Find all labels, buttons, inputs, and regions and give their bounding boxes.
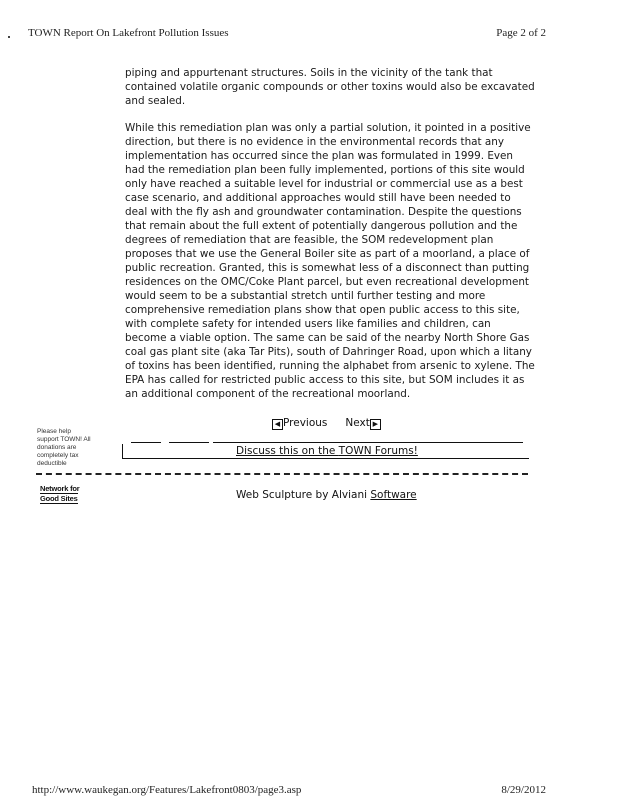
- article-paragraph-2: [125, 121, 535, 401]
- paragraph-text: While this remediation plan was only a partial solution, it pointed in a positive direction, but there is no evidence in the environmental records that any implementation has occurred since the plan was formulated in 1999. Even had the remediation plan been fully implemented, portions of this site would only have reached a suitable level for industrial or commercial use as a best case scenario, and additional approaches would still have been needed to deal with the fly ash and groundwater contamination. Despite the questions that remain about the full extent of potentially dangerous pollution and the degrees of remediation that are feasible, the SOM redevelopment plan proposes that we use the General Boiler site as part of a moorland, a place of public recreation. Granted, this is somewhat less of a disconnect than putting residences on the OMC/Coke Plant parcel, but even recreational development would seem to be a substantial stretch until further testing and more comprehensive remediation plans show that open public access to this site, with complete safety for intended users like families and children, can become a viable option. The same can be said of the nearby North Shore Gas coal gas plant site (aka Tar Pits), south of Dahringer Road, upon which a litany of toxins has been identified, running the alphabet from arsenic to xylene. The EPA has called for restricted public access to this site, but SOM includes it as an additional component of the recreational moorland.: [125, 122, 535, 400]
- logo-line-1: Network for: [40, 484, 80, 493]
- previous-label: Previous: [283, 417, 328, 429]
- site-credit: [236, 489, 417, 501]
- forum-prefix: Discuss this on the: [236, 445, 339, 457]
- document-title: TOWN Report On Lakefront Pollution Issues: [28, 27, 229, 39]
- arrow-left-icon: ◀: [272, 419, 283, 430]
- credit-prefix: Web Sculpture by Alviani: [236, 489, 371, 501]
- print-date: 8/29/2012: [501, 784, 546, 796]
- pager: [272, 417, 381, 430]
- print-header: [28, 27, 546, 39]
- previous-link[interactable]: [272, 417, 327, 430]
- rule-segment: [169, 442, 209, 443]
- network-for-good-logo[interactable]: [40, 484, 104, 504]
- rule-segment: [213, 442, 523, 443]
- page-url: http://www.waukegan.org/Features/Lakefront0803/page3.asp: [32, 784, 302, 796]
- logo-line-2: Good Sites: [40, 494, 78, 503]
- print-footer: [34, 784, 546, 796]
- donate-notice[interactable]: Please help support TOWN! All donations are completely tax deductible: [37, 428, 91, 467]
- forum-link-label: TOWN Forums!: [338, 445, 418, 457]
- page-indicator: Page 2 of 2: [496, 27, 546, 39]
- forum-link[interactable]: [236, 445, 418, 457]
- next-label: Next: [345, 417, 370, 429]
- scan-mark: [8, 36, 10, 38]
- rule-segment: [131, 442, 161, 443]
- credit-link[interactable]: Software: [370, 489, 417, 501]
- article-paragraph-1: [125, 66, 535, 108]
- arrow-right-icon: ▶: [370, 419, 381, 430]
- divider: [36, 473, 528, 475]
- paragraph-text: piping and appurtenant structures. Soils in the vicinity of the tank that contained volatile organic compounds or other toxins would also be excavated and sealed.: [125, 67, 535, 107]
- next-link[interactable]: [345, 417, 380, 430]
